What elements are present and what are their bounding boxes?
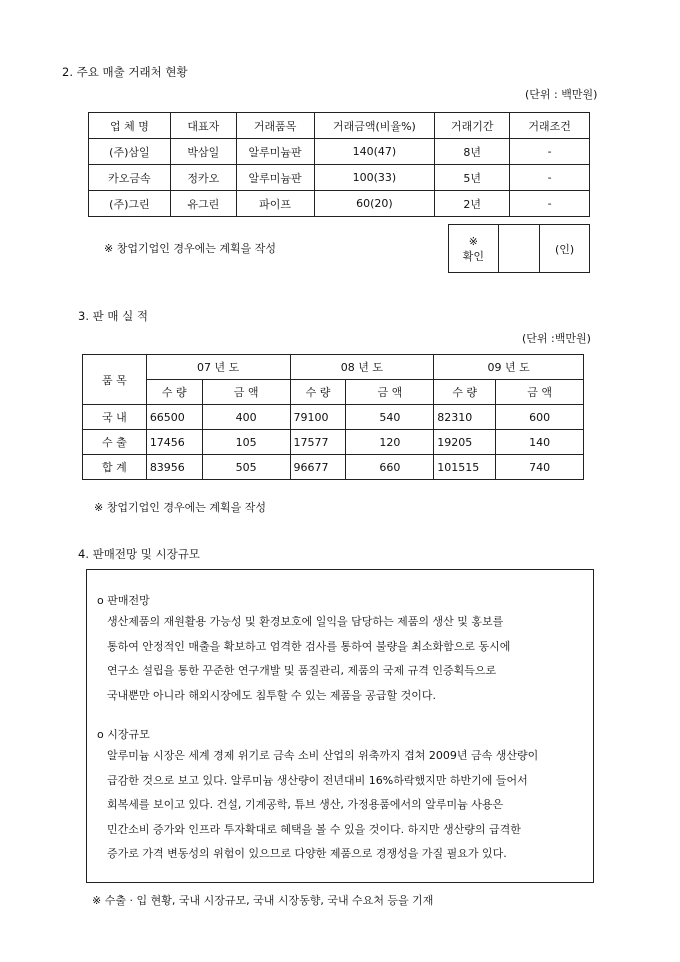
table-header-row [83, 355, 584, 380]
header-cell: 거래조건 [510, 113, 590, 139]
table-cell: 660 [346, 455, 434, 480]
table-cell: (주)삼일 [89, 139, 171, 165]
table-cell: 140 [496, 430, 584, 455]
confirm-label: 확인 [462, 249, 484, 263]
table-cell: 8년 [435, 139, 510, 165]
confirm-box [448, 224, 590, 273]
row-label: 수 출 [83, 430, 147, 455]
table-cell: 400 [202, 405, 290, 430]
table-header-row [89, 113, 590, 139]
section2-unit: (단위 : 백만원) [525, 88, 598, 101]
table-row [83, 455, 584, 480]
table-cell: 5년 [435, 165, 510, 191]
paragraph-line: 급감한 것으로 보고 있다. 알루미늄 생산량이 전년대비 16%하락했지만 하반기에 들어서 [107, 773, 528, 787]
paragraph-line: 알루미늄 시장은 세계 경제 위기로 금속 소비 산업의 위축까지 겹쳐 2009년 금속 생산량이 [107, 749, 539, 762]
header-cell: 업 체 명 [89, 113, 171, 139]
table-cell: 66500 [146, 405, 202, 430]
year-header: 09 년 도 [434, 355, 584, 380]
amount-header: 금 액 [346, 380, 434, 405]
table-cell: 140(47) [314, 139, 435, 165]
qty-header: 수 량 [434, 380, 496, 405]
table-cell: 740 [496, 455, 584, 480]
qty-header: 수 량 [290, 380, 346, 405]
item-header: 품 목 [83, 355, 147, 405]
header-cell: 거래기간 [435, 113, 510, 139]
table-cell: 박삼일 [170, 139, 236, 165]
table-cell: 540 [346, 405, 434, 430]
table-row [89, 165, 590, 191]
row-label: 합 계 [83, 455, 147, 480]
amount-header: 금 액 [496, 380, 584, 405]
table-cell: - [510, 139, 590, 165]
table-cell: 19205 [434, 430, 496, 455]
table-cell: 82310 [434, 405, 496, 430]
table-cell: 96677 [290, 455, 346, 480]
table-cell: 101515 [434, 455, 496, 480]
row-label: 국 내 [83, 405, 147, 430]
section2-title: 2. 주요 매출 거래처 현황 [62, 65, 188, 79]
year-header: 08 년 도 [290, 355, 434, 380]
table-cell: 120 [346, 430, 434, 455]
table-cell: - [510, 165, 590, 191]
market-heading: o 시장규모 [97, 728, 150, 741]
paragraph-line: 통하여 안정적인 매출을 확보하고 엄격한 검사를 통하여 불량을 최소화함으로 동시에 [107, 639, 511, 653]
qty-header: 수 량 [146, 380, 202, 405]
table-cell: (주)그린 [89, 191, 171, 217]
year-header: 07 년 도 [146, 355, 290, 380]
table-cell: 83956 [146, 455, 202, 480]
section3-title: 3. 판 매 실 적 [78, 309, 149, 323]
table-cell: 105 [202, 430, 290, 455]
outlook-box [86, 569, 594, 883]
paragraph-line: 국내뿐만 아니라 해외시장에도 침투할 수 있는 제품을 공급할 것이다. [107, 688, 436, 702]
market-paragraph [107, 744, 538, 867]
table-cell: 100(33) [314, 165, 435, 191]
paragraph-line: 연구소 설립을 통한 꾸준한 연구개발 및 품질관리, 제품의 국제 규격 인증획득으로 [107, 664, 497, 678]
section3-unit: (단위 :백만원) [522, 332, 591, 345]
section4-footer-note: ※ 수출 · 입 현황, 국내 시장규모, 국내 시장동향, 국내 수요처 등을 기재 [92, 894, 434, 907]
table-cell: 알루미늄판 [236, 165, 314, 191]
table-cell: 알루미늄판 [236, 139, 314, 165]
table-cell: 유그린 [170, 191, 236, 217]
header-cell: 거래금액(비율%) [314, 113, 435, 139]
header-cell: 대표자 [170, 113, 236, 139]
paragraph-line: 증가로 가격 변동성의 위험이 있으므로 다양한 제품으로 경쟁성을 가질 필요가 있다. [107, 847, 507, 861]
confirm-blank-cell [498, 225, 540, 273]
table-cell: 17577 [290, 430, 346, 455]
table-cell: 카오금속 [89, 165, 171, 191]
table-cell: 2년 [435, 191, 510, 217]
confirm-label-cell [449, 225, 499, 273]
sales-partners-table [88, 112, 590, 217]
paragraph-line: 회복세를 보이고 있다. 건설, 기계공학, 튜브 생산, 가정용품에서의 알루미늄 사용은 [107, 798, 504, 812]
table-row [83, 430, 584, 455]
table-cell: 정카오 [170, 165, 236, 191]
outlook-paragraph [107, 610, 510, 708]
table-cell: 505 [202, 455, 290, 480]
table-cell: 79100 [290, 405, 346, 430]
section3-note: ※ 창업기업인 경우에는 계획을 작성 [94, 501, 266, 514]
table-subheader-row [83, 380, 584, 405]
sales-performance-table [82, 354, 584, 480]
amount-header: 금 액 [202, 380, 290, 405]
paragraph-line: 생산제품의 재원활용 가능성 및 환경보호에 일익을 담당하는 제품의 생산 및 홍보를 [107, 615, 504, 628]
table-cell: 파이프 [236, 191, 314, 217]
outlook-heading: o 판매전망 [97, 594, 150, 607]
table-cell: 600 [496, 405, 584, 430]
section4-title: 4. 판매전망 및 시장규모 [78, 547, 200, 561]
seal-cell: (인) [540, 225, 590, 273]
section2-note: ※ 창업기업인 경우에는 계획을 작성 [104, 242, 276, 255]
table-row [89, 191, 590, 217]
header-cell: 거래품목 [236, 113, 314, 139]
table-row [89, 139, 590, 165]
table-cell: - [510, 191, 590, 217]
table-row [83, 405, 584, 430]
reference-mark-icon: ※ [468, 234, 478, 248]
paragraph-line: 민간소비 증가와 인프라 투자확대로 혜택을 볼 수 있을 것이다. 하지만 생산량의 급격한 [107, 822, 521, 836]
table-cell: 60(20) [314, 191, 435, 217]
table-cell: 17456 [146, 430, 202, 455]
